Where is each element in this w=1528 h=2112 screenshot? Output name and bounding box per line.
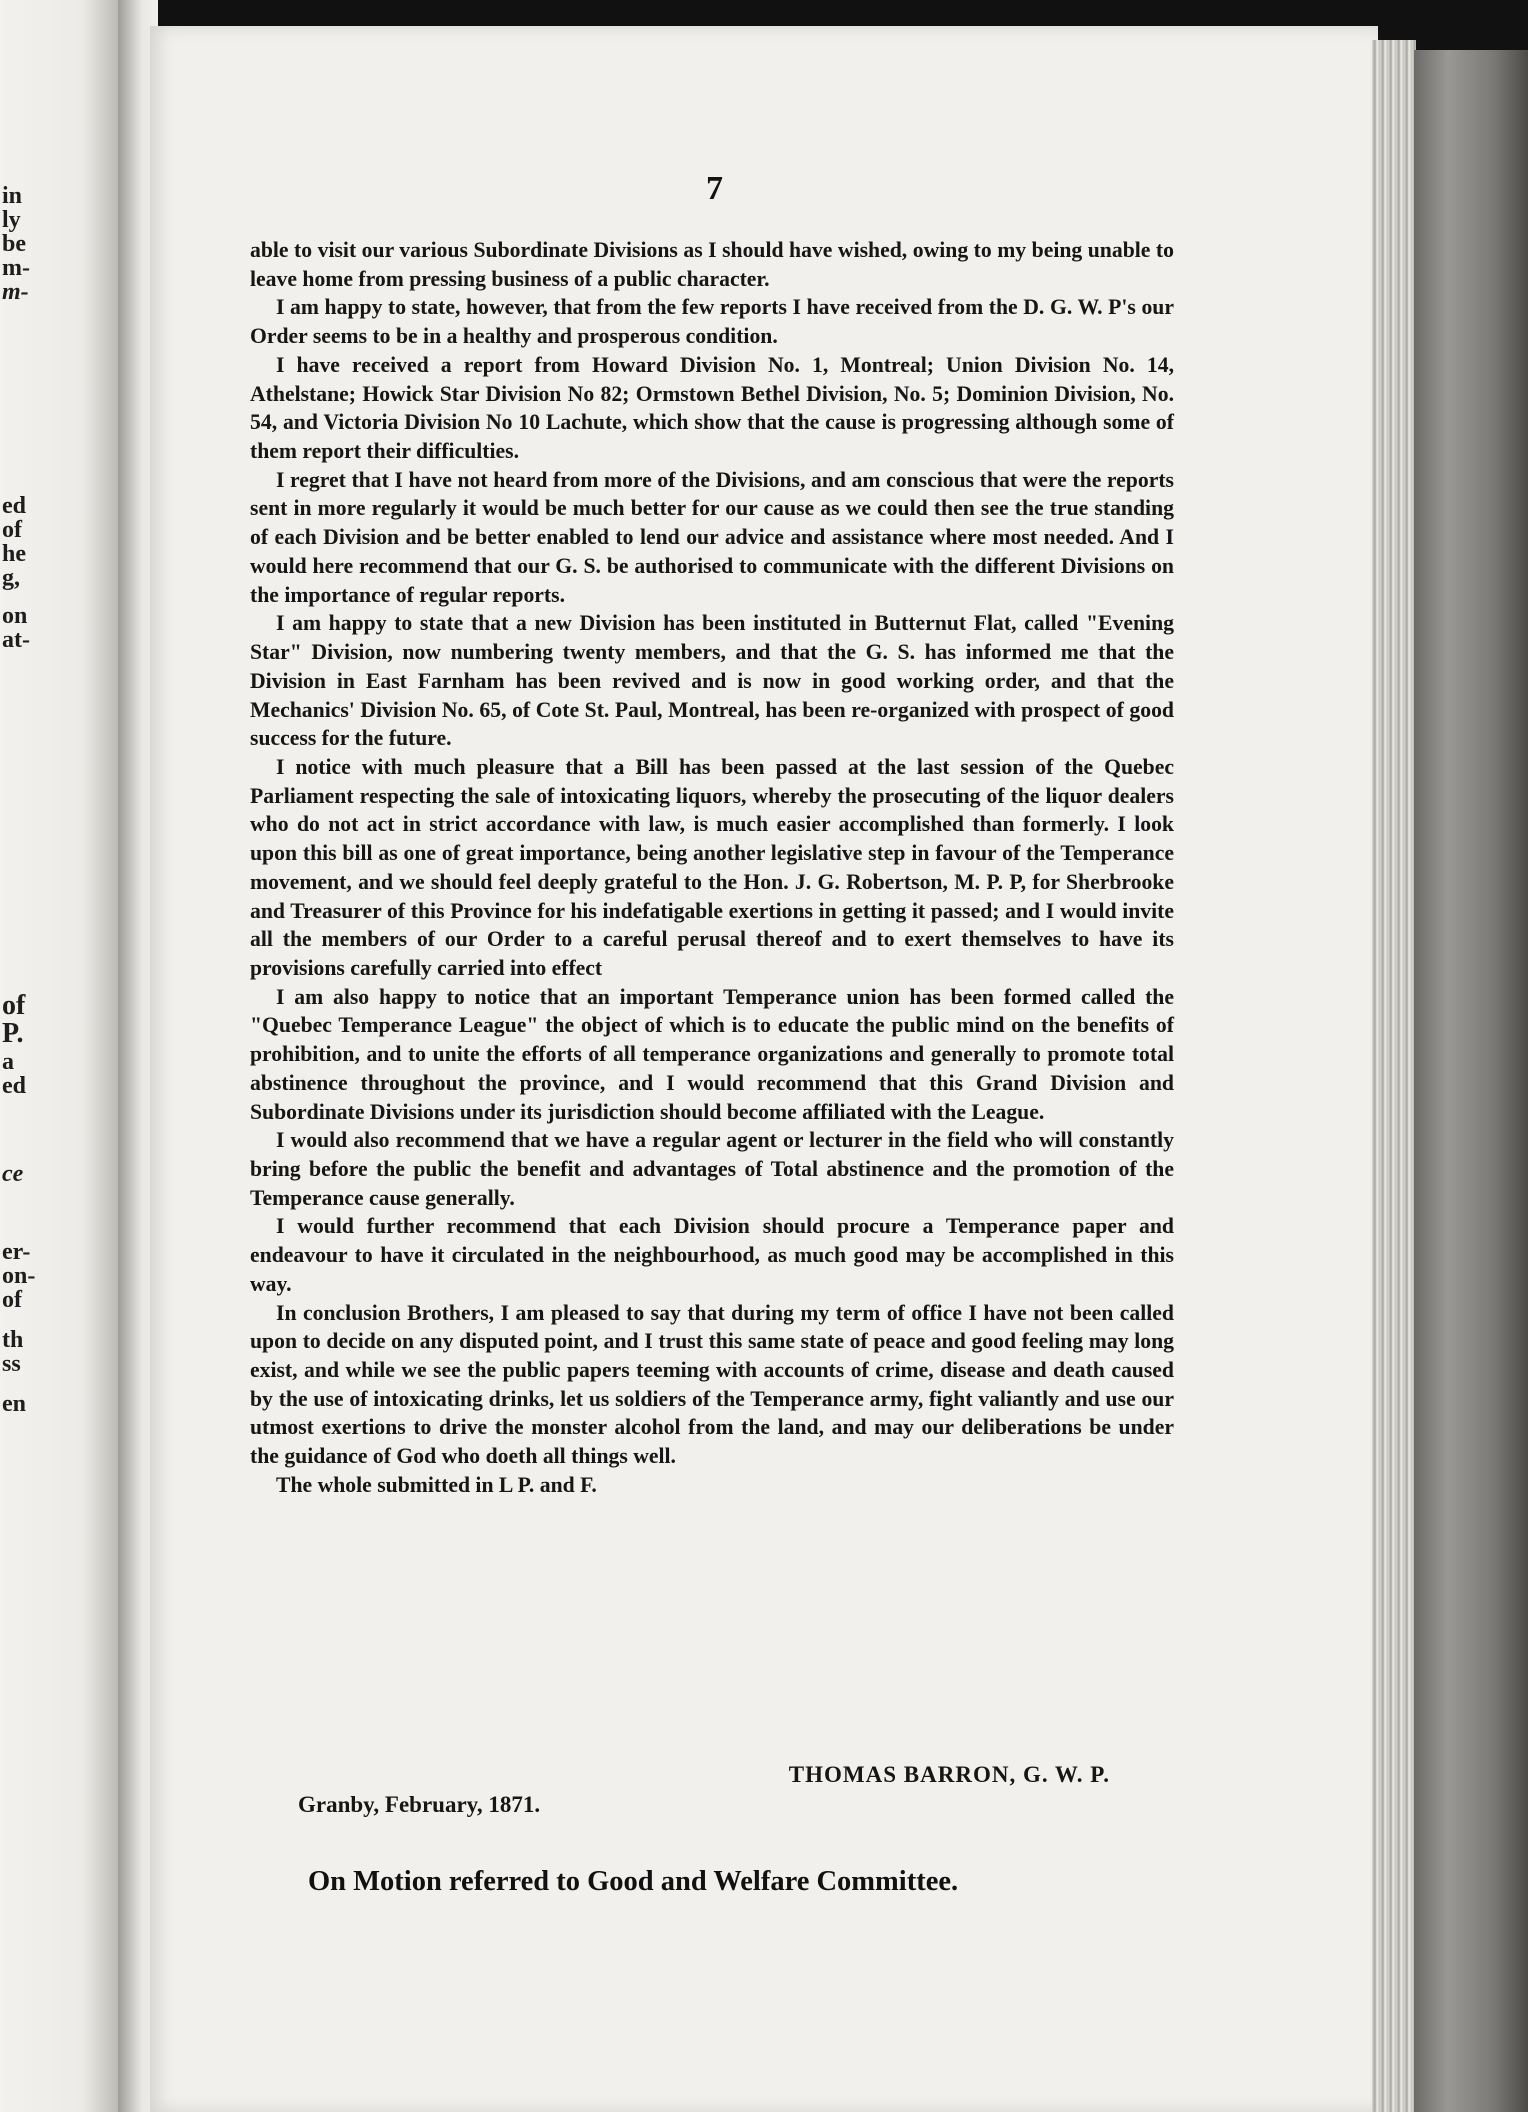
- left-page-fragment: m-: [2, 255, 30, 281]
- left-page-fragment: of: [2, 517, 22, 543]
- paragraph: I am happy to state, however, that from the few reports I have received from the D. G. W. P's our Order seems to be in a healthy and prosperous condition.: [250, 295, 1174, 349]
- left-page-edge: [0, 0, 118, 2112]
- left-page-fragment: en: [2, 1391, 26, 1417]
- left-page-fragment: P.: [2, 1018, 24, 1049]
- left-page-fragment: in: [2, 183, 23, 209]
- left-page-fragment: ed: [2, 1073, 26, 1099]
- left-page-fragment: g,: [2, 565, 20, 591]
- paragraph: I notice with much pleasure that a Bill has been passed at the last session of the Quebec Parliament respecting the sale of intoxicating liquors, whereby the prosecuting of the liquor dealers who do not act in strict accordance with law, is much easier accomplished than formerly. I look upon this bill as one of great importance, being another legislative step in favour of the Temperance movement, and we should feel deeply grateful to the Hon. J. G. Robertson, M. P. P, for Sherbrooke and Treasurer of this Province for his indefatigable exertions in getting it passed; and I would invite all the members of our Order to a careful perusal thereof and to exert themselves to have its provisions carefully carried into effect: [250, 754, 1174, 980]
- paragraph: I would further recommend that each Division should procure a Temperance paper and endeavour to have it circulated in the neighbourhood, as much good may be accomplished in this way.: [250, 1214, 1174, 1296]
- left-page-fragment: on: [2, 603, 28, 629]
- left-page-fragment: be: [2, 231, 26, 257]
- paragraph: I have received a report from Howard Division No. 1, Montreal; Union Division No. 14, Athelstane; Howick Star Division No 82; Ormstown Bethel Division, No. 5; Dominion Division, No. 54, and Victoria Division No 10 Lachute, which show that the cause is progressing although some of them report their difficulties.: [250, 352, 1174, 464]
- signature-place-date: Granby, February, 1871.: [298, 1792, 541, 1817]
- left-page-fragment: th: [2, 1327, 24, 1353]
- left-page-fragment: of: [2, 1287, 22, 1313]
- paragraph: able to visit our various Subordinate Divisions as I should have wished, owing to my being unable to leave home from pressing business of a public character.: [250, 238, 1174, 291]
- left-page-fragment: of: [2, 990, 26, 1021]
- report-body: [250, 236, 1174, 1500]
- left-page-fragment: er-: [2, 1239, 31, 1265]
- closing-motion: On Motion referred to Good and Welfare Committee.: [308, 1866, 959, 1897]
- paragraph: I am also happy to notice that an important Temperance union has been formed called the "Quebec Temperance League" the object of which is to educate the public mind on the benefits of prohibition, and to unite the efforts of all temperance organizations and generally to promote total abstinence throughout the province, and I would recommend that this Grand Division and Subordinate Divisions under its jurisdiction should become affiliated with the League.: [250, 984, 1174, 1124]
- left-page-fragment: ss: [2, 1351, 21, 1377]
- signature-name: THOMAS BARRON, G. W. P.: [788, 1762, 1110, 1787]
- book-cover: [1414, 50, 1528, 2112]
- left-page-fragment: ce: [2, 1161, 24, 1187]
- paragraph: In conclusion Brothers, I am pleased to say that during my term of office I have not been called upon to decide on any disputed point, and I trust this same state of peace and good feeling may long exist, and while we see the public papers teeming with accounts of crime, disease and death caused by the use of intoxicating drinks, let us soldiers of the Temperance army, fight valiantly and use our utmost exertions to drive the monster alcohol from the land, and may our deliberations be under the guidance of God who doeth all things well.: [250, 1300, 1174, 1469]
- paragraph: The whole submitted in L P. and F.: [276, 1472, 597, 1497]
- page-number: 7: [706, 170, 723, 207]
- left-page-fragment: a: [2, 1049, 14, 1075]
- left-page-fragment: at-: [2, 627, 30, 653]
- paragraph: I regret that I have not heard from more of the Divisions, and am conscious that were the reports sent in more regularly it would be much better for our cause as we could then see the true standing of each Division and be better enabled to lend our advice and assistance where most needed. And I would here recommend that our G. S. be authorised to communicate with the different Divisions on the importance of regular reports.: [250, 467, 1174, 607]
- left-page-fragment: m-: [2, 279, 29, 305]
- paragraph: I would also recommend that we have a regular agent or lecturer in the field who will constantly bring before the public the benefit and advantages of Total abstinence and the promotion of the Temperance cause generally.: [250, 1128, 1174, 1210]
- paragraph: I am happy to state that a new Division has been instituted in Butternut Flat, called "Evening Star" Division, now numbering twenty members, and that the G. S. has informed me that the Division in East Farnham has been revived and is now in good working order, and that the Mechanics' Division No. 65, of Cote St. Paul, Montreal, has been re-organized with prospect of good success for the future.: [250, 611, 1174, 751]
- signature-block: [250, 1760, 1174, 1820]
- left-page-fragment: on-: [2, 1263, 36, 1289]
- page-stack-edge: [1372, 40, 1416, 2112]
- left-page-fragment: ed: [2, 493, 26, 519]
- left-page-fragment: he: [2, 541, 26, 567]
- left-page-fragment: ly: [2, 207, 21, 233]
